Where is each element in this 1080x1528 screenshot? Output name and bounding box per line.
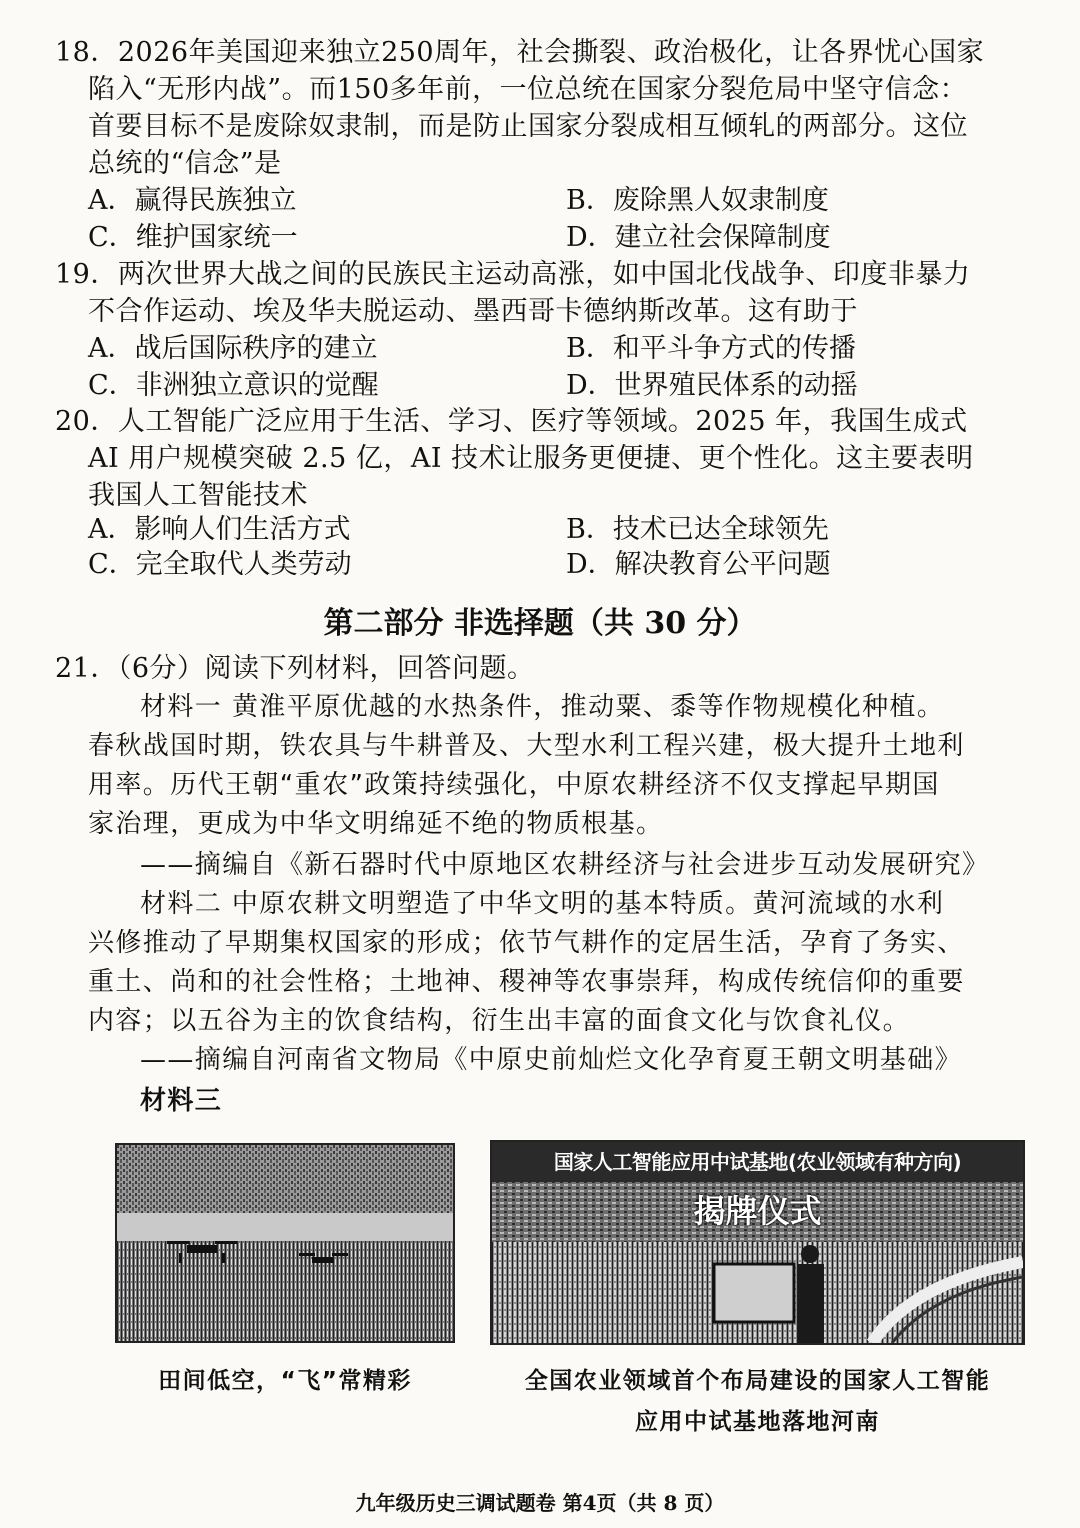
material-3-label: 材料三 [140, 1086, 223, 1116]
q20-option-a: A．影响人们生活方式 [88, 514, 351, 545]
q20-option-d: D．解决教育公平问题 [566, 549, 831, 580]
q21-intro: 21．（6分）阅读下列材料，回答问题。 [55, 653, 535, 684]
q19-line-2: 不合作运动、埃及华夫脱运动、墨西哥卡德纳斯改革。这有助于 [88, 296, 858, 327]
q20-option-c: C．完全取代人类劳动 [88, 549, 352, 580]
q20-line-2: AI 用户规模突破 2.5 亿，AI 技术让服务更便捷、更个性化。这主要表明 [88, 443, 974, 474]
drone-field-photo [115, 1143, 455, 1343]
q18-line-4: 总统的“信念”是 [88, 148, 282, 179]
material-2-line-1: 材料二 中原农耕文明塑造了中华文明的基本特质。黄河流域的水利 [140, 889, 945, 919]
section-title: 第二部分 非选择题（共 30 分） [323, 606, 757, 641]
q18-line-2: 陷入“无形内战”。而150多年前，一位总统在国家分裂危局中坚守信念： [88, 74, 968, 105]
q18-line-3: 首要目标不是废除奴隶制，而是防止国家分裂成相互倾轧的两部分。这位 [88, 111, 968, 142]
unveiling-ceremony-photo [490, 1140, 1025, 1345]
page-footer: 九年级历史三调试题卷 第4页（共 8 页） [355, 1491, 725, 1515]
q20-line-1: 20．人工智能广泛应用于生活、学习、医疗等领域。2025 年，我国生成式 [55, 406, 968, 437]
q20-option-b: B．技术已达全球领先 [566, 514, 829, 545]
photo-2-banner: 国家人工智能应用中试基地(农业领域有种方向) [553, 1150, 962, 1174]
q19-option-c: C．非洲独立意识的觉醒 [88, 370, 379, 401]
photo-2-caption-line-1: 全国农业领域首个布局建设的国家人工智能 [524, 1368, 991, 1394]
material-2-line-2: 兴修推动了早期集权国家的形成；依节气耕作的定居生活，孕育了务实、 [88, 928, 965, 958]
material-1-line-2: 春秋战国时期，铁农具与牛耕普及、大型水利工程兴建，极大提升土地利 [88, 731, 965, 761]
photo-1-caption: 田间低空，“飞”常精彩 [158, 1368, 412, 1394]
q19-option-a: A．战后国际秩序的建立 [88, 333, 378, 364]
q19-option-b: B．和平斗争方式的传播 [566, 333, 856, 364]
material-2-line-4: 内容；以五谷为主的饮食结构，衍生出丰富的面食文化与饮食礼仪。 [88, 1006, 911, 1036]
q18-option-a: A．赢得民族独立 [88, 185, 297, 216]
material-1-line-4: 家治理，更成为中华文明绵延不绝的物质根基。 [88, 809, 664, 839]
q19-option-d: D．世界殖民体系的动摇 [566, 370, 858, 401]
q20-line-3: 我国人工智能技术 [88, 480, 308, 511]
material-1-line-1: 材料一 黄淮平原优越的水热条件，推动粟、黍等作物规模化种植。 [140, 692, 945, 722]
q18-option-b: B．废除黑人奴隶制度 [566, 185, 829, 216]
q18-option-d: D．建立社会保障制度 [566, 222, 831, 253]
material-1-source: ——摘编自《新石器时代中原地区农耕经济与社会进步互动发展研究》 [140, 850, 990, 880]
q18-option-c: C．维护国家统一 [88, 222, 298, 253]
photo-2-title: 揭牌仪式 [693, 1192, 822, 1230]
q19-line-1: 19．两次世界大战之间的民族民主运动高涨，如中国北伐战争、印度非暴力 [55, 259, 971, 290]
material-2-source: ——摘编自河南省文物局《中原史前灿烂文化孕育夏王朝文明基础》 [140, 1045, 963, 1075]
q18-line-1: 18．2026年美国迎来独立250周年，社会撕裂、政治极化，让各界忧心国家 [55, 37, 985, 68]
material-2-line-3: 重土、尚和的社会性格；土地神、稷神等农事崇拜，构成传统信仰的重要 [88, 967, 965, 997]
material-1-line-3: 用率。历代王朝“重农”政策持续强化，中原农耕经济不仅支撑起早期国 [88, 770, 940, 800]
photo-2-caption-line-2: 应用中试基地落地河南 [635, 1409, 880, 1435]
